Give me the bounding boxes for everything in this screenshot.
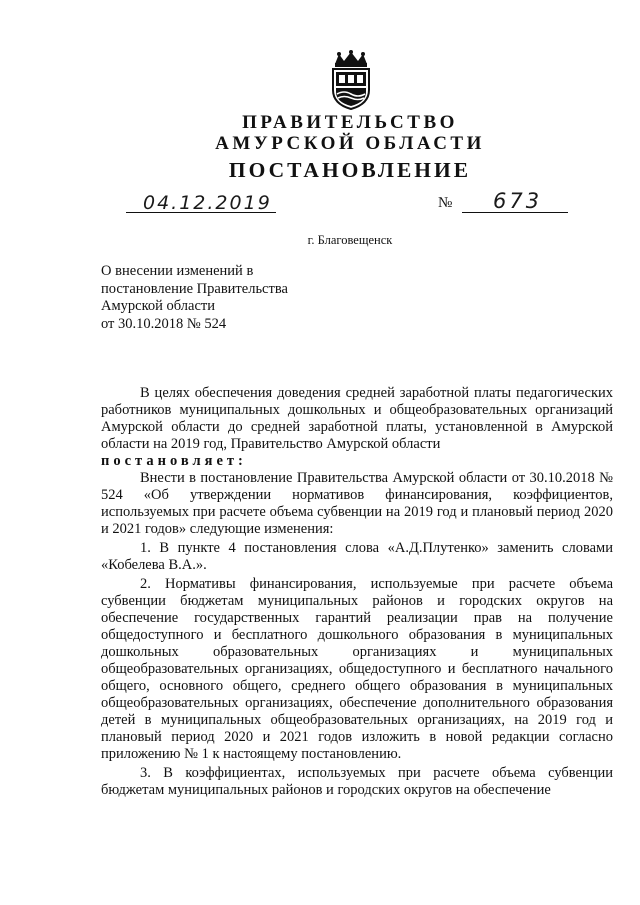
document-type-title: ПОСТАНОВЛЕНИЕ xyxy=(228,158,472,182)
subject-line: постановление Правительства xyxy=(101,280,288,297)
subject-line: Амурской области xyxy=(101,298,215,314)
document-number: 673 xyxy=(493,189,543,213)
issue-city: г. Благовещенск xyxy=(307,233,393,247)
number-underline xyxy=(462,212,568,213)
document-date: 04.12.2019 xyxy=(143,192,272,214)
preamble-paragraph: В целях обеспечения доведения средней заработной платы педагогических работников муниципальных дошкольных и общеобразовательных организаций Амурской области до средней заработной платы, установленной в Амурской области на 2019 год, Правительство Амурской области xyxy=(101,385,613,452)
number-sign: № xyxy=(438,195,453,211)
document-body xyxy=(101,385,613,799)
resolves-word: постановляет: xyxy=(101,453,247,469)
subject-line: от 30.10.2018 № 524 xyxy=(101,315,227,332)
date-underline xyxy=(126,212,276,213)
item-3-paragraph: 3. В коэффициентах, используемых при расчете объема субвенции бюджетам муниципальных районов и городских округов на обеспечение xyxy=(101,765,613,798)
item-2-paragraph: 2. Нормативы финансирования, используемые при расчете объема субвенции бюджетам муниципальных районов и городских округов на обеспечение государственных гарантий реализации прав на получение общедоступного и бесплатного дошкольного образования в муниципальных дошкольных образовательных организациях и муниципальных общеобразовательных организациях, общедоступного и бесплатного начального общего, основного общего, среднего общего образования в муниципальных общеобразовательных организациях, обеспечение дополнительного образования детей в муниципальных общеобразовательных организациях, на 2019 год и плановый период 2020 и 2021 годов изложить в новой редакции согласно приложению № 1 к настоящему постановлению. xyxy=(101,576,613,762)
government-name-line2: АМУРСКОЙ ОБЛАСТИ xyxy=(215,133,485,154)
item-1-paragraph: 1. В пункте 4 постановления слова «А.Д.Плутенко» заменить словами «Кобелева В.А.». xyxy=(101,540,613,573)
government-name-line1: ПРАВИТЕЛЬСТВО xyxy=(242,112,458,133)
amur-oblast-coat-of-arms-icon xyxy=(327,50,375,110)
subject-line: О внесении изменений в xyxy=(101,263,254,279)
intro-paragraph: Внести в постановление Правительства Амурской области от 30.10.2018 № 524 «Об утверждении нормативов финансирования, коэффициентов, используемых при расчете объема субвенции на 2019 год и плановый период 2020 и 2021 годов» следующие изменения: xyxy=(101,470,613,537)
document-subject xyxy=(101,263,361,333)
